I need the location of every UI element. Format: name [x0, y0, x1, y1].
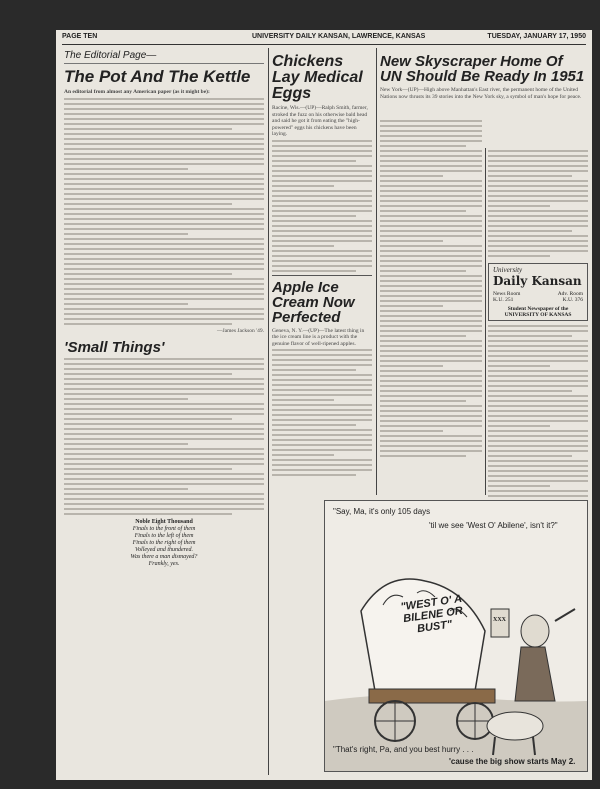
- cartoon-bottom-right: 'cause the big show starts May 2.: [449, 757, 576, 766]
- adv-room-ext: K.U. 376: [562, 297, 583, 303]
- chickens-body: [272, 140, 372, 272]
- masthead-university: University: [493, 266, 523, 274]
- apple-dateline: Geneva, N. Y.—(UP)—The latest thing in the ice cream line is a product with the genuine flavor of well-ripened apples.: [272, 327, 365, 347]
- masthead: [488, 263, 588, 321]
- editorial-title: The Pot And The Kettle: [64, 67, 251, 86]
- wagon-sign: "WEST O' A BILENE OR BUST": [399, 592, 464, 636]
- cartoon-caption-right: 'til we see 'West O' Abilene', isn't it?": [429, 521, 558, 530]
- poem-line: Finals to the front of them: [132, 526, 196, 532]
- un-dateline: New York—(UP)—High above Manhattan's East river, the permanent home of the United Nations now thrusts its 39 stories into the New York sky, a symbol of man's hope for peace.: [380, 87, 582, 100]
- poem-line: Finals to the right of them: [132, 540, 196, 546]
- cartoon-panel: [324, 500, 588, 772]
- poem-line: Was there a man dismayed?: [130, 554, 198, 560]
- poem-line: Frankly, yes.: [148, 561, 180, 567]
- paper-name: UNIVERSITY DAILY KANSAN, LAWRENCE, KANSAS: [252, 33, 426, 40]
- chickens-column: [272, 50, 372, 495]
- chickens-dateline: Racine, Wis.—(UP)—Ralph Smith, farmer, stroked the fuzz on his otherwise bald head and said he got it from eating the "high-powered" eggs his chickens have been laying.: [272, 105, 368, 137]
- un-title: New Skyscraper Home Of UN Should Be Ready In 1951: [380, 53, 585, 85]
- small-things-body: [64, 358, 264, 515]
- covered-wagon-illustration: [325, 501, 587, 771]
- chickens-title: Chickens Lay Medical Eggs: [272, 53, 363, 102]
- cartoon-caption-left: "Say, Ma, it's only 105 days: [333, 507, 431, 516]
- apple-body: [272, 349, 372, 476]
- column-rule: [485, 148, 486, 495]
- poem: [64, 519, 264, 568]
- staff-listing: [488, 325, 588, 497]
- page-number: PAGE TEN: [62, 33, 98, 40]
- page-header: [62, 32, 586, 45]
- masthead-name: Daily Kansan: [493, 274, 582, 288]
- un-body-right: [488, 148, 588, 498]
- editorial-lead: An editorial from almost any American paper (as it might be):: [64, 89, 210, 95]
- small-things-title: 'Small Things': [64, 339, 165, 356]
- jug-label: XXX: [493, 617, 506, 623]
- section-label: The Editorial Page—: [64, 50, 264, 64]
- issue-date: TUESDAY, JANUARY 17, 1950: [487, 33, 586, 40]
- poem-line: Volleyed and thundered.: [135, 547, 193, 553]
- cartoon-bottom-left: "That's right, Pa, and you best hurry . . .: [333, 745, 474, 754]
- poem-title: Noble Eight Thousand: [135, 519, 193, 525]
- apple-title: Apple Ice Cream Now Perfected: [272, 278, 355, 326]
- column-rule: [376, 48, 377, 495]
- editorial-byline: —James Jackson '49.: [217, 327, 264, 334]
- masthead-student-paper: Student Newspaper of the UNIVERSITY OF KANSAS: [504, 306, 572, 318]
- column-rule: [268, 48, 269, 775]
- adv-room-label: Adv. Room: [557, 291, 583, 297]
- news-room-label: News Room: [493, 291, 521, 297]
- newspaper-page: [56, 30, 592, 780]
- editorial-column: [64, 50, 264, 775]
- poem-line: Finals to the left of them: [134, 533, 194, 539]
- editorial-body: [64, 98, 264, 325]
- news-room-ext: K.U. 251: [493, 297, 514, 303]
- un-body-left: [380, 118, 482, 496]
